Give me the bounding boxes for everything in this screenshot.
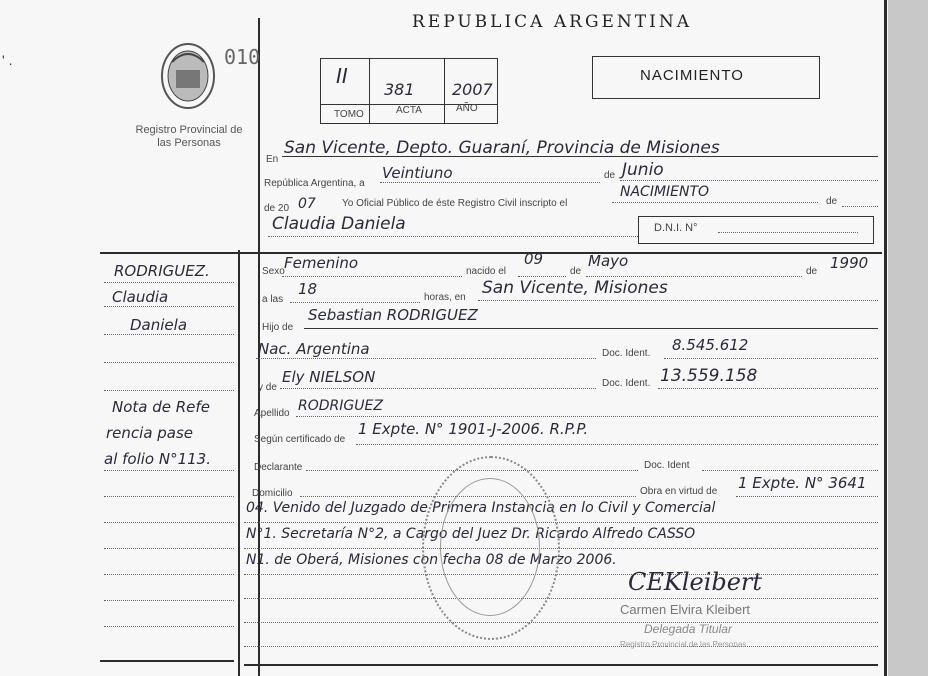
- act-type-value: NACIMIENTO: [620, 184, 710, 200]
- signer-title: Delegada Titular: [644, 622, 732, 636]
- margin-bottom-rule: [100, 660, 234, 662]
- margin-rule: [104, 390, 234, 391]
- birth-year: 1990: [830, 254, 869, 272]
- obra-label: Obra en virtud de: [640, 486, 718, 497]
- margin-given-1: Claudia: [112, 288, 169, 306]
- page-edge: [888, 0, 928, 676]
- sexo-line: [282, 276, 462, 277]
- day-line: [380, 182, 600, 183]
- doc-ident-label: Doc. Ident.: [602, 348, 651, 359]
- margin-rule: [104, 522, 234, 523]
- hour-value: 18: [298, 280, 318, 298]
- declarante-label: Declarante: [254, 462, 303, 473]
- margin-rule: [104, 496, 234, 497]
- birth-type-label: NACIMIENTO: [640, 67, 744, 84]
- margin-surname: RODRIGUEZ.: [114, 262, 210, 280]
- note-line-3: N1. de Oberá, Misiones con fecha 08 de Marzo 2006.: [246, 552, 617, 568]
- mother-doc-line: [658, 388, 878, 389]
- birth-day: 09: [524, 250, 544, 268]
- year-prefix-label: de 20: [264, 203, 290, 214]
- note-rule-5: [244, 622, 878, 623]
- signer-name: Carmen Elvira Kleibert: [620, 602, 751, 617]
- sexo-label: Sexo: [262, 266, 285, 277]
- margin-rule: [104, 626, 234, 627]
- alas-label: a las: [262, 294, 284, 305]
- father-nat-line: [256, 358, 596, 359]
- place-value: San Vicente, Depto. Guaraní, Provincia de Misiones: [284, 138, 720, 158]
- certificado-value: 1 Expte. N° 1901-J-2006. R.P.P.: [358, 420, 589, 438]
- birth-place: San Vicente, Misiones: [482, 278, 668, 298]
- margin-rule: [104, 282, 234, 283]
- father-doc-line: [664, 358, 878, 359]
- month-line: [620, 180, 878, 181]
- margin-note-1: Nota de Refe: [112, 398, 210, 416]
- birth-day-line: [518, 276, 566, 277]
- tomo-label: TOMO: [334, 109, 364, 120]
- margin-rule: [104, 600, 234, 601]
- bottom-rule: [244, 664, 878, 666]
- declarante-doc-line: [702, 470, 878, 471]
- de-label: de: [604, 170, 616, 181]
- place-line: [282, 156, 878, 157]
- obra-line: [736, 496, 878, 497]
- tomo-value: II: [336, 64, 348, 88]
- month-value: Junio: [622, 160, 664, 180]
- acta-divider: [444, 58, 445, 124]
- margin-inner-divider: [238, 250, 240, 676]
- margin-rule: [104, 470, 234, 471]
- birth-month-line: [586, 276, 802, 277]
- domicilio-label: Domicilio: [252, 488, 293, 499]
- yde-label: y de: [258, 382, 277, 393]
- father-nationality: Nac. Argentina: [258, 340, 370, 358]
- dni-line: [718, 232, 858, 233]
- republica-label: República Argentina, a: [264, 178, 365, 189]
- note-rule-2: [244, 548, 878, 549]
- margin-note-3: al folio N°113.: [104, 450, 211, 468]
- margin-rule: [104, 362, 234, 363]
- name-line: [268, 236, 638, 237]
- certificado-label: Según certificado de: [254, 434, 346, 445]
- hour-line: [290, 302, 420, 303]
- official-seal-inner: [440, 478, 540, 616]
- apellido-value: RODRIGUEZ: [298, 398, 383, 414]
- birth-month: Mayo: [588, 252, 629, 270]
- certificado-line: [356, 444, 878, 445]
- hijo-label: Hijo de: [262, 322, 294, 333]
- year-suffix: 07: [298, 196, 316, 212]
- birth-place-line: [478, 300, 878, 301]
- note-rule-4: [244, 598, 878, 599]
- officer-text: Yo Oficial Público de éste Registro Civil inscripto el: [342, 198, 568, 209]
- province-emblem-icon: [158, 40, 218, 110]
- father-name-line: [304, 328, 878, 329]
- margin-rule: [104, 306, 234, 307]
- horas-label: horas, en: [424, 292, 466, 303]
- doc-ident-label: Doc. Ident.: [602, 378, 651, 389]
- de-label: de: [570, 266, 582, 277]
- registry-name: Registro Provincial de las Personas: [135, 124, 243, 149]
- note-line-1: 04. Venido del Juzgado de Primera Instancia en lo Civil y Comercial: [246, 500, 716, 516]
- sexo-value: Femenino: [284, 254, 359, 272]
- obra-value: 1 Expte. N° 3641: [738, 474, 867, 492]
- apellido-line: [296, 416, 878, 417]
- hole-punch-mark: ' .: [2, 52, 13, 68]
- acta-label: ACTA: [396, 105, 422, 116]
- doc-ident-label: Doc. Ident: [644, 460, 690, 471]
- de-label: de: [806, 266, 818, 277]
- father-name: Sebastian RODRIGUEZ: [308, 306, 478, 324]
- nacido-label: nacido el: [466, 266, 507, 277]
- name-value: Claudia Daniela: [272, 214, 406, 234]
- signer-sub: Registro Provincial de las Personas: [620, 640, 747, 649]
- margin-rule: [104, 574, 234, 575]
- margin-rule: [104, 548, 234, 549]
- dni-label: D.N.I. N°: [654, 222, 698, 234]
- note-rule-3: [244, 574, 878, 575]
- page-title: REPUBLICA ARGENTINA: [412, 12, 693, 32]
- en-label: En: [266, 154, 279, 165]
- act-type-line: [612, 202, 818, 203]
- acta-divider: [369, 58, 370, 124]
- acta-value: 381: [384, 80, 415, 99]
- year-line: [842, 206, 878, 207]
- section-divider: [100, 252, 882, 254]
- mother-name: Ely NIELSON: [282, 368, 376, 386]
- right-border-line: [884, 0, 887, 676]
- day-value: Veintiuno: [382, 164, 453, 182]
- margin-rule: [104, 334, 234, 335]
- page-number: 010: [224, 45, 261, 69]
- de-label: de: [826, 196, 838, 207]
- ano-value: 2007: [452, 80, 493, 99]
- mother-name-line: [280, 388, 596, 389]
- mother-doc: 13.559.158: [660, 366, 758, 386]
- margin-given-2: Daniela: [130, 316, 188, 334]
- father-doc: 8.545.612: [672, 336, 749, 354]
- ano-label: AÑO: [456, 103, 478, 114]
- note-line-2: N°1. Secretaría N°2, a Cargo del Juez Dr. Ricardo Alfredo CASSO: [246, 526, 696, 542]
- margin-note-2: rencia pase: [106, 424, 194, 442]
- note-rule-6: [244, 646, 878, 647]
- handwritten-signature: CEKleibert: [628, 568, 763, 596]
- note-rule-1: [244, 522, 878, 523]
- apellido-label: Apellido: [254, 408, 290, 419]
